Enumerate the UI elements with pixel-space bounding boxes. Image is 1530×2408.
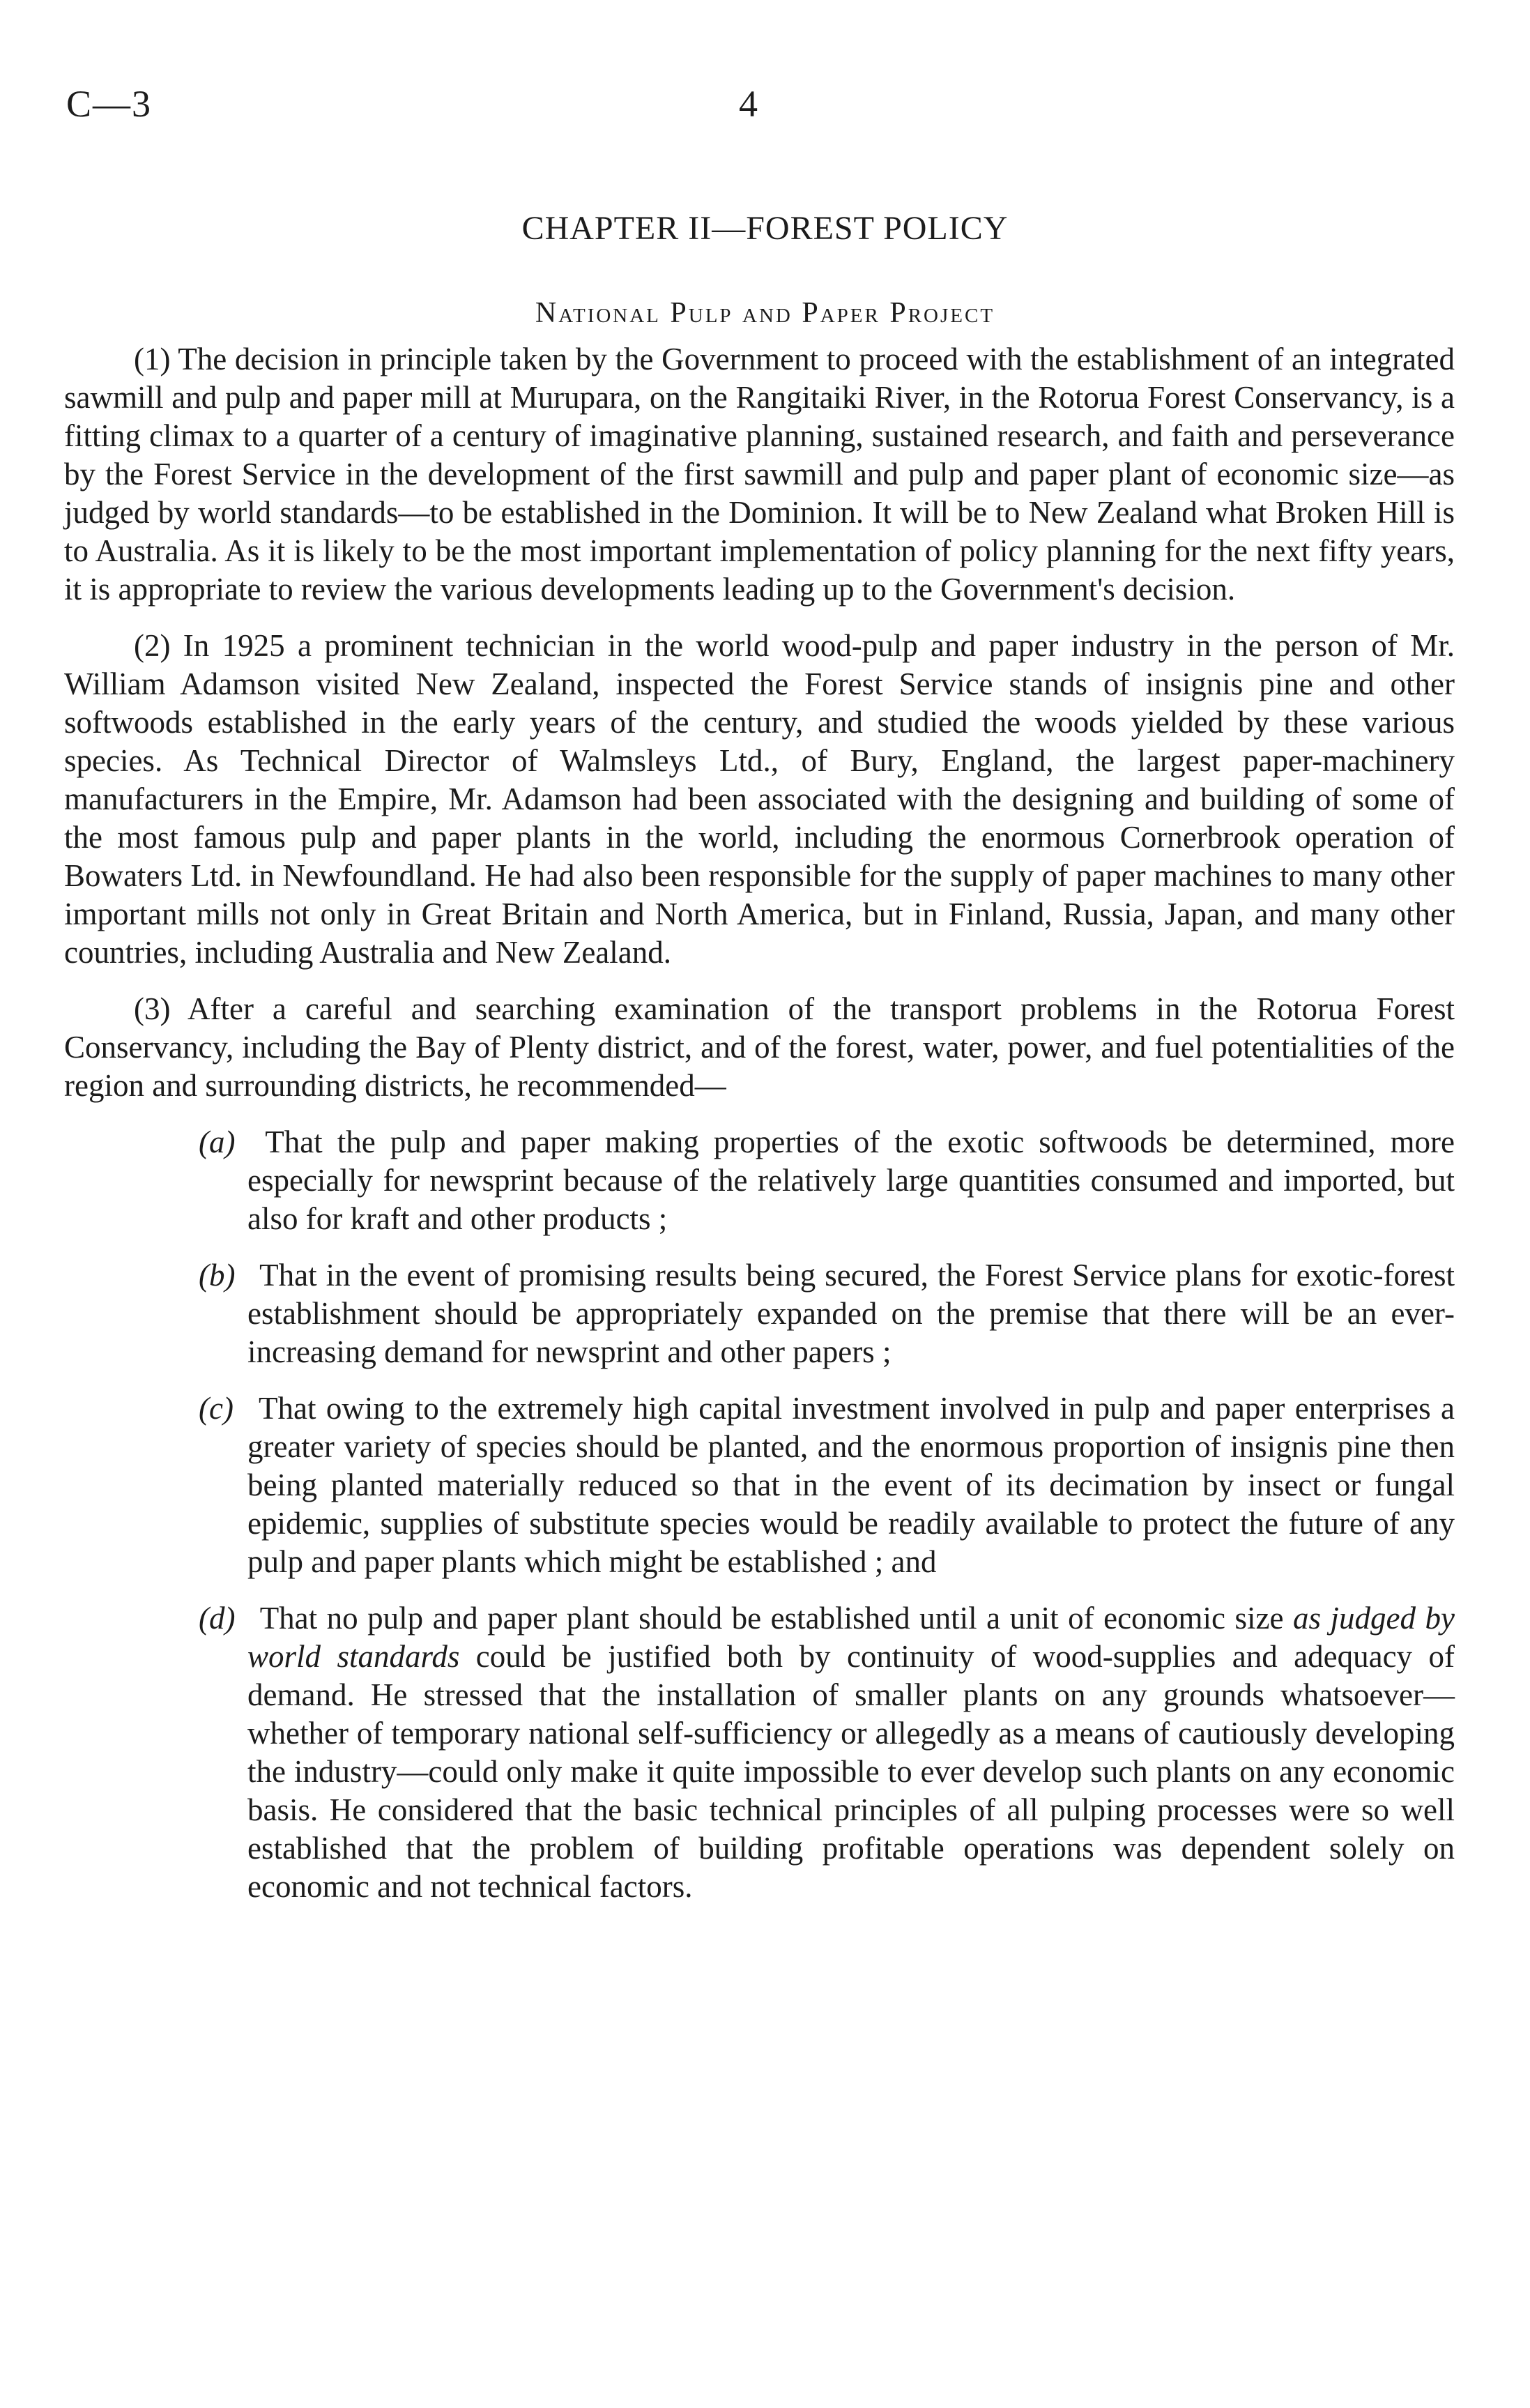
- document-body: [64, 340, 1455, 1924]
- recommendation-list: [64, 1123, 1455, 1906]
- list-item-text-before: That no pulp and paper plant should be established until a unit of economic size: [259, 1601, 1294, 1636]
- list-item-label: (d): [199, 1601, 251, 1636]
- paragraph-3: (3) After a careful and searching examination of the transport problems in the Rotorua Forest Conservancy, including the Bay of Plenty district, and of the forest, water, power, and fuel potentialities of the region and surrounding districts, he recommended—: [64, 991, 1455, 1103]
- list-item-label: (c): [199, 1391, 250, 1426]
- list-item: [64, 1599, 1455, 1906]
- chapter-title: CHAPTER II—FOREST POLICY: [521, 210, 1009, 247]
- list-item-label: (b): [199, 1258, 251, 1293]
- list-item-emphasis: as judged by world standards: [247, 1601, 1455, 1674]
- list-item-text: That owing to the extremely high capital investment involved in pulp and paper enterprises a greater variety of species should be planted, and the enormous proportion of insignis pine then being planted materially reduced so that in the event of its decimation by insect or fungal epidemic, supplies of substitute species would be readily available to protect the future of any pulp and paper plants which might be established ; and: [247, 1391, 1455, 1579]
- page-number: 4: [739, 83, 758, 125]
- section-title: National Pulp and Paper Project: [535, 297, 995, 329]
- list-item: [64, 1123, 1455, 1238]
- list-item-text-after: could be justified both by continuity of wood-supplies and adequacy of demand. He stressed that the installation of smaller plants on any grounds whatsoever—whether of temporary national self-sufficiency or allegedly as a means of cautiously developing the industry—could only make it quite impossible to ever develop such plants on any economic basis. He considered that the basic technical principles of all pulping processes were so well established that the problem of building profitable operations was dependent solely on economic and not technical factors.: [247, 1639, 1455, 1904]
- list-item: [64, 1389, 1455, 1581]
- list-item: [64, 1256, 1455, 1371]
- list-item-text: That in the event of promising results being secured, the Forest Service plans for exotic-forest establishment should be appropriately expanded on the premise that there will be an ever-increasing demand for newsprint and other papers ;: [247, 1258, 1455, 1369]
- document-code: C—3: [66, 83, 153, 125]
- paragraph-1: (1) The decision in principle taken by the Government to proceed with the establishment of an integrated sawmill and pulp and paper mill at Murupara, on the Rangitaiki River, in the Rotorua Forest Conservancy, is a fitting climax to a quarter of a century of imaginative planning, sustained research, and faith and perseverance by the Forest Service in the development of the first sawmill and pulp and paper plant of economic size—as judged by world standards—to be established in the Dominion. It will be to New Zealand what Broken Hill is to Australia. As it is likely to be the most important implementation of policy planning for the next fifty years, it is appropriate to review the various developments leading up to the Government's decision.: [64, 342, 1455, 607]
- paragraph-2: (2) In 1925 a prominent technician in the world wood-pulp and paper industry in the person of Mr. William Adamson visited New Zealand, inspected the Forest Service stands of insignis pine and other softwoods established in the early years of the century, and studied the woods yielded by these various species. As Technical Director of Walmsleys Ltd., of Bury, England, the largest paper-machinery manufacturers in the Empire, Mr. Adamson had been associated with the designing and building of some of the most famous pulp and paper plants in the world, including the enormous Cornerbrook operation of Bowaters Ltd. in Newfoundland. He had also been responsible for the supply of paper machines to many other important mills not only in Great Britain and North America, but in Finland, Russia, Japan, and many other countries, including Australia and New Zealand.: [64, 628, 1455, 970]
- list-item-label: (a): [199, 1125, 251, 1159]
- list-item-text: That the pulp and paper making properties of the exotic softwoods be determined, more especially for newsprint because of the relatively large quantities consumed and imported, but also for kraft and other products ;: [247, 1125, 1455, 1236]
